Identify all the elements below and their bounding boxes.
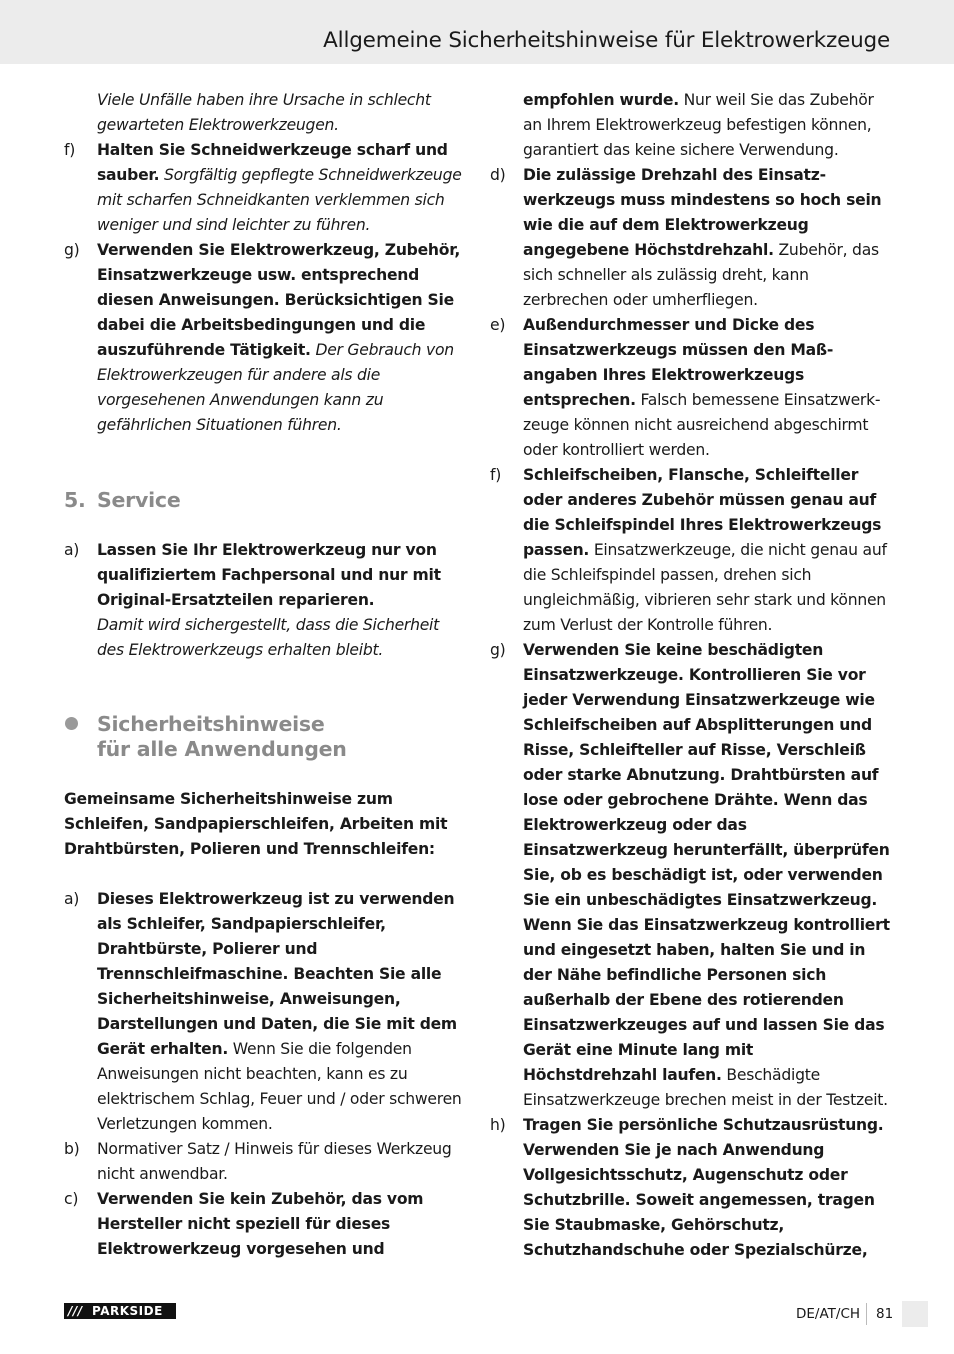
left-column	[64, 88, 464, 1262]
item-bold: Halten Sie Schneidwerkzeuge scharf und sauber.	[97, 141, 448, 184]
list-item-g	[64, 238, 464, 438]
common-item-b	[64, 1137, 464, 1187]
item-bold: Schleifscheiben, Flansche, Schleifteller oder anderes Zubehör müssen genau auf die Schleifspindel Ihres Elektrowerkzeugs passen.	[523, 466, 882, 559]
item-text: Der Gebrauch von Elektrowerkzeugen für andere als die vorgesehenen Anwendungen kann zu gefährlichen Situationen führen.	[97, 341, 454, 434]
item-label: e)	[490, 316, 506, 334]
section-heading-safety	[64, 712, 464, 762]
right-column	[490, 88, 892, 1263]
intro-continuation: Viele Unfälle haben ihre Ursache in schlecht gewarteten Elektrowerkzeugen.	[97, 91, 431, 134]
common-item-h	[490, 1113, 892, 1263]
item-label: h)	[490, 1116, 506, 1134]
section-title-line2: für alle Anwendungen	[97, 737, 347, 761]
item-bold: Die zulässige Drehzahl des Einsatzwerkzeugs muss mindestens so hoch sein wie die auf dem Elektrowerkzeug angegebene Höchstdrehzahl.	[523, 166, 882, 259]
item-label: f)	[490, 466, 502, 484]
item-label: c)	[64, 1190, 79, 1208]
page-title: Allgemeine Sicherheitshinweise für Elektrowerkzeuge	[323, 28, 890, 53]
item-c-continuation	[490, 88, 892, 163]
common-item-e	[490, 313, 892, 463]
common-item-f	[490, 463, 892, 638]
item-bold: Tragen Sie persönliche Schutzausrüstung. Verwenden Sie je nach Anwendung Vollgesichtsschutz, Augenschutz oder Schutzbrille. Soweit angemessen, tragen Sie Staubmaske, Gehörschutz, Schutzhandschuhe oder Spezialschürze,	[523, 1116, 884, 1259]
item-text: Falsch bemessene Einsatzwerkzeuge können nicht ausreichend abgeschirmt oder kontrolliert werden.	[523, 391, 881, 459]
footer-divider	[866, 1303, 867, 1325]
parkside-logo	[64, 1303, 176, 1319]
list-item-f	[64, 138, 464, 238]
page-number: 81	[876, 1306, 894, 1322]
item-text: Sorgfältig gepflegte Schneidwerkzeuge mit scharfen Schneidkanten verklemmen sich weniger und sind leichter zu führen.	[97, 166, 462, 234]
bullet-dot-icon	[65, 717, 78, 730]
item-bold: Verwenden Sie keine beschädigten Einsatzwerkzeuge. Kontrollieren Sie vor jeder Verwendung Einsatzwerkzeuge wie Schleifscheiben auf Absplitterungen und Risse, Schleifteller auf Risse, Verschleiß oder starke Abnutzung. Drahtbürsten auf lose oder gebrochene Drähte. Wenn das Elektrowerkzeug oder das Einsatzwerkzeug herunterfällt, überprüfen Sie, ob es beschädigt ist, oder verwenden Sie ein unbeschädigtes Einsatzwerkzeug. Wenn Sie das Einsatzwerkzeug kontrolliert und eingesetzt haben, halten Sie und in der Nähe befindliche Personen sich außerhalb der Ebene des rotierenden Einsatzwerkzeuges auf und lassen Sie das Gerät eine Minute lang mit Höchstdrehzahl laufen.	[523, 641, 890, 1084]
common-item-a	[64, 887, 464, 1137]
item-bold: Lassen Sie Ihr Elektrowerkzeug nur von qualifiziertem Fachpersonal und nur mit Original-Ersatzteilen reparieren.	[97, 541, 441, 609]
item-text: Einsatzwerkzeuge, die nicht genau auf die Schleifspindel passen, drehen sich ungleichmäßig, vibrieren sehr stark und können zum Verlust der Kontrolle führen.	[523, 541, 887, 634]
item-text: Damit wird sichergestellt, dass die Sicherheit des Elektrowerkzeugs erhalten bleibt.	[97, 616, 440, 659]
item-text: Beschädigte Einsatzwerkzeuge brechen meist in der Testzeit.	[523, 1066, 888, 1109]
page-marker-box	[902, 1301, 928, 1327]
item-bold: empfohlen wurde.	[523, 91, 679, 109]
item-label: d)	[490, 166, 506, 184]
section-title-line1: Sicherheitshinweise	[97, 712, 325, 736]
common-item-c	[64, 1187, 464, 1262]
item-label: g)	[64, 241, 80, 259]
section-heading-service	[64, 488, 464, 513]
item-label: a)	[64, 541, 80, 559]
item-bold: Verwenden Sie kein Zubehör, das vom Hersteller nicht speziell für dieses Elektrowerkzeug vorgesehen und	[97, 1190, 424, 1258]
language-code: DE/AT/CH	[796, 1306, 861, 1322]
common-item-g	[490, 638, 892, 1113]
item-text: Zubehör, das sich schneller als zulässig dreht, kann zerbrechen oder umherfliegen.	[523, 241, 879, 309]
item-bold: Verwenden Sie Elektrowerkzeug, Zubehör, Einsatzwerkzeuge usw. entsprechend diesen Anweisungen. Berücksichtigen Sie dabei die Arbeitsbedingungen und die auszuführende Tätigkeit.	[97, 241, 461, 359]
item-label: g)	[490, 641, 506, 659]
item-label: b)	[64, 1140, 80, 1158]
common-instructions-heading: Gemeinsame Sicherheitshinweise zum Schleifen, Sandpapierschleifen, Arbeiten mit Drahtbürsten, Polieren und Trennschleifen:	[64, 790, 448, 858]
item-label: a)	[64, 890, 80, 908]
page-header	[0, 0, 954, 64]
service-item-a	[64, 538, 464, 663]
common-item-d	[490, 163, 892, 313]
item-label: f)	[64, 141, 76, 159]
item-bold: Dieses Elektrowerkzeug ist zu verwenden als Schleifer, Sandpapierschleifer, Drahtbürste, Polierer und Trennschleifmaschine. Beachten Sie alle Sicherheitshinweise, Anweisungen, Darstellungen und Daten, die Sie mit dem Gerät erhalten.	[97, 890, 457, 1058]
logo-brand: PARKSIDE	[92, 1304, 163, 1318]
section-title: Service	[97, 488, 181, 512]
section-number: 5.	[64, 488, 86, 512]
item-bold: Außendurchmesser und Dicke des Einsatzwerkzeugs müssen den Maßangaben Ihres Elektrowerkzeugs entsprechen.	[523, 316, 834, 409]
item-text: Nur weil Sie das Zubehör an Ihrem Elektrowerkzeug befestigen können, garantiert das keine sichere Verwendung.	[523, 91, 874, 159]
logo-stripes-icon: ///	[68, 1304, 83, 1318]
item-text: Normativer Satz / Hinweis für dieses Werkzeug nicht anwendbar.	[97, 1140, 452, 1183]
item-text: Wenn Sie die folgenden Anweisungen nicht beachten, kann es zu elektrischem Schlag, Feuer und / oder schweren Verletzungen kommen.	[97, 1040, 462, 1133]
